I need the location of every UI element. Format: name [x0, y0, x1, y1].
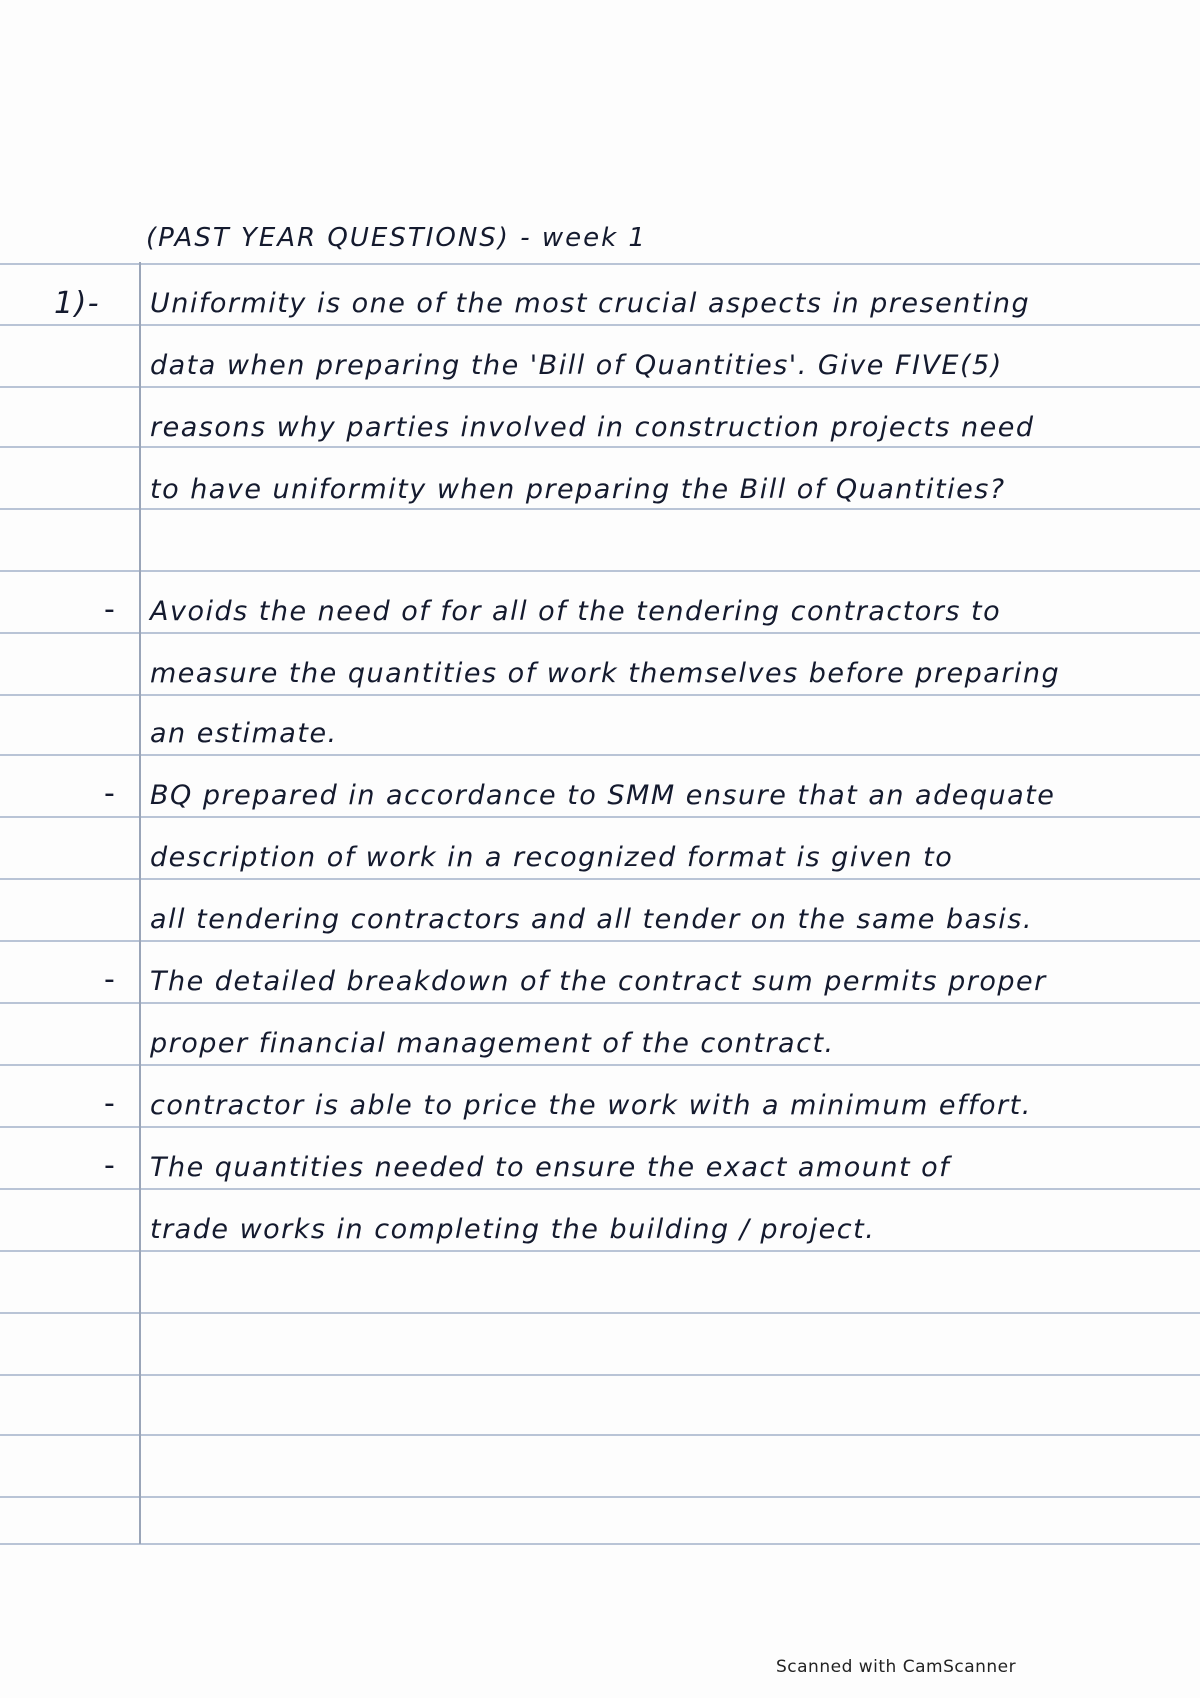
answer-line: description of work in a recognized format is given to: [150, 842, 954, 873]
scanner-watermark: Scanned with CamScanner: [776, 1657, 1017, 1677]
ruled-line: [0, 1312, 1200, 1314]
ruled-line: [0, 1126, 1200, 1128]
question-number: 1)-: [54, 286, 101, 321]
question-line: reasons why parties involved in construction projects need: [150, 412, 1035, 443]
question-line: to have uniformity when preparing the Bill of Quantities?: [150, 474, 1006, 505]
question-line: Uniformity is one of the most crucial aspects in presenting: [150, 288, 1031, 319]
ruled-line: [0, 754, 1200, 756]
ruled-line: [0, 940, 1200, 942]
page-heading: (PAST YEAR QUESTIONS) - week 1: [146, 223, 647, 253]
answer-line: measure the quantities of work themselves before preparing: [150, 658, 1061, 689]
ruled-line: [0, 1374, 1200, 1376]
answer-line: The detailed breakdown of the contract sum permits proper: [150, 966, 1047, 997]
ruled-line: [0, 878, 1200, 880]
ruled-line: [0, 1496, 1200, 1498]
ruled-line: [0, 632, 1200, 634]
ruled-line: [0, 1543, 1200, 1545]
ruled-line: [0, 694, 1200, 696]
ruled-line: [0, 816, 1200, 818]
ruled-line: [0, 1250, 1200, 1252]
answer-line: contractor is able to price the work with a minimum effort.: [150, 1090, 1032, 1121]
ruled-line: [0, 1434, 1200, 1436]
ruled-line: [0, 1002, 1200, 1004]
answer-line: an estimate.: [150, 718, 338, 749]
ruled-line: [0, 508, 1200, 510]
answer-bullet: -: [104, 1086, 115, 1121]
question-line: data when preparing the 'Bill of Quantities'. Give FIVE(5): [150, 350, 1003, 381]
answer-bullet: -: [104, 592, 115, 627]
ruled-line: [0, 570, 1200, 572]
answer-line: BQ prepared in accordance to SMM ensure that an adequate: [150, 780, 1056, 811]
answer-line: trade works in completing the building / project.: [150, 1214, 876, 1245]
ruled-line: [0, 263, 1200, 265]
answer-bullet: -: [104, 1148, 115, 1183]
answer-bullet: -: [104, 962, 115, 997]
answer-line: The quantities needed to ensure the exact amount of: [150, 1152, 951, 1183]
ruled-line: [0, 324, 1200, 326]
answer-bullet: -: [104, 776, 115, 811]
ruled-line: [0, 1064, 1200, 1066]
answer-line: all tendering contractors and all tender on the same basis.: [150, 904, 1033, 935]
ruled-line: [0, 1188, 1200, 1190]
margin-line: [139, 262, 141, 1544]
ruled-line: [0, 446, 1200, 448]
answer-line: Avoids the need of for all of the tendering contractors to: [150, 596, 1002, 627]
ruled-line: [0, 386, 1200, 388]
answer-line: proper financial management of the contract.: [150, 1028, 835, 1059]
